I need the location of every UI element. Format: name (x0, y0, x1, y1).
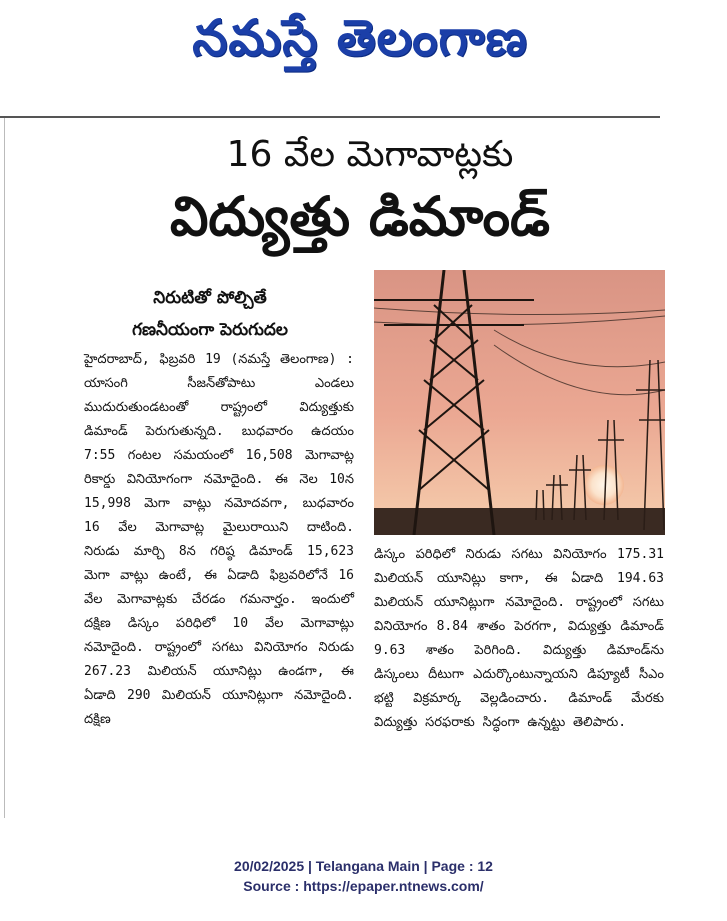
masthead (0, 0, 727, 118)
headline-line-2: విద్యుత్తు డిమాండ్ (169, 185, 550, 248)
masthead-divider (0, 116, 660, 118)
footer-source: Source : https://epaper.ntnews.com/ (243, 878, 484, 894)
page-footer (0, 856, 727, 896)
headline-line-1: 16 వేల మెగావాట్లకు (226, 134, 514, 175)
subhead-line-2: గణనీయంగా పెరుగుదల (132, 320, 288, 340)
newspaper-logo: నమస్తే తెలంగాణ (192, 8, 528, 67)
article-paragraph-left: హైదరాబాద్, ఫిబ్రవరి 19 (నమస్తే తెలంగాణ) : యాసంగి సీజన్‌తోపాటు ఎండలు ముదురుతుండటంతో రాష్ట్రంలో విద్యుత్తుకు డిమాండ్ పెరుగుతున్నది. బుధవారం ఉదయం 7:55 గంటల సమయంలో 16,508 మెగావాట్ల రికార్డు వినియోగంగా నమోదైంది. ఈ నెల 10న 15,998 మెగా వాట్లు నమోదవగా, బుధవారం 16 వేల మెగావాట్ల మైలురాయిని దాటింది. నిరుడు మార్చి 8న గరిష్ఠ డిమాండ్ 15,623 మెగా వాట్లు ఉంటే, ఈ ఏడాది ఫిబ్రవరిలోనే 16 వేల మెగావాట్లకు చేరడం గమనార్హం. ఇందులో దక్షిణ డిస్కం పరిధిలో 10 వేల మెగావాట్లు నమోదైంది. రాష్ట్రంలో సగటు వినియోగం నిరుడు 267.23 మిలియన్ యూనిట్లు ఉండగా, ఈ ఏడాది 290 మిలియన్ యూనిట్లుగా నమోదైంది. దక్షిణ (84, 352, 354, 727)
photo-illustration (374, 270, 665, 535)
subheadline (60, 282, 360, 346)
footer-date-page: 20/02/2025 | Telangana Main | Page : 12 (234, 858, 493, 874)
power-tower-sunset-photo (374, 270, 665, 535)
article-body-left-column (48, 348, 354, 732)
subhead-line-1: నిరుటితో పోల్చితే (153, 288, 267, 308)
article-paragraph-right: డిస్కం పరిధిలో నిరుడు సగటు వినియోగం 175.31 మిలియన్ యూనిట్లు కాగా, ఈ ఏడాది 194.63 మిలియన్ యూనిట్లుగా నమోదైంది. రాష్ట్రంలో సగటు వినియోగం 8.84 శాతం పెరగగా, విద్యుత్తు డిమాండ్ 9.63 శాతం పెరిగింది. విద్యుత్తు డిమాండ్‌ను డిస్కంలు దీటుగా ఎదుర్కొంటున్నాయని డిప్యూటీ సీఎం భట్టి విక్రమార్క వెల్లడించారు. డిమాండ్ మేరకు విద్యుత్తు సరఫరాకు సిద్ధంగా ఉన్నట్టు తెలిపారు. (374, 547, 664, 730)
article-body-right-column (374, 543, 664, 735)
left-column-edge (0, 118, 5, 818)
